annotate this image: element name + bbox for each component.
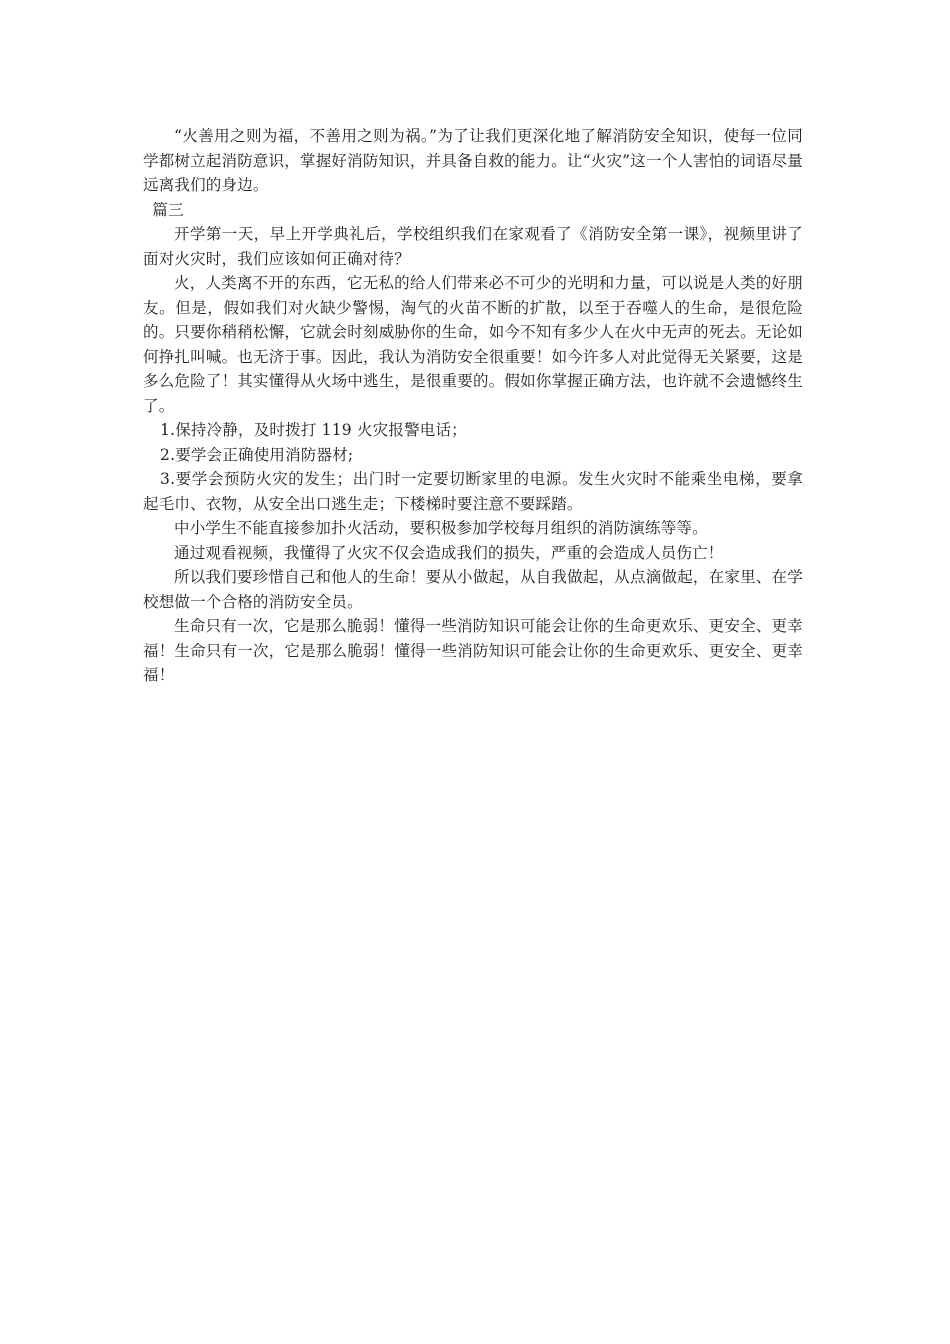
closing-paragraph: 生命只有一次，它是那么脆弱！懂得一些消防知识可能会让你的生命更欢乐、更安全、更幸福！生命只有一次，它是那么脆弱！懂得一些消防知识可能会让你的生命更欢乐、更安全、更幸福！: [143, 617, 803, 684]
video-paragraph: 通过观看视频，我懂得了火灾不仅会造成我们的损失，严重的会造成人员伤亡！: [174, 543, 724, 562]
opening-paragraph: 开学第一天，早上开学典礼后，学校组织我们在家观看了《消防安全第一课》，视频里讲了面对火灾时，我们应该如何正确对待？: [143, 225, 803, 268]
students-paragraph: 中小学生不能直接参加扑火活动，要积极参加学校每月组织的消防演练等等。: [174, 519, 708, 537]
section-heading: 篇三: [152, 200, 184, 219]
list-item-1: 1.保持冷静，及时拨打 119 火灾报警电话；: [160, 421, 467, 439]
list-item-2: 2.要学会正确使用消防器材;: [160, 445, 354, 464]
document-body: [143, 124, 803, 688]
list-item-3: 3.要学会预防火灾的发生；出门时一定要切断家里的电源。发生火灾时不能乘坐电梯，要拿起毛巾、衣物，从安全出口逃生走；下楼梯时要注意不要踩踏。: [143, 470, 803, 513]
fire-paragraph: 火，人类离不开的东西，它无私的给人们带来必不可少的光明和力量，可以说是人类的好朋友。但是，假如我们对火缺少警惕，淘气的火苗不断的扩散，以至于吞噬人的生命，是很危险的。只要你稍稍松懈，它就会时刻威胁你的生命，如今不知有多少人在火中无声的死去。无论如何挣扎叫喊。也无济于事。因此，我认为消防安全很重要！如今许多人对此觉得无关紧要，这是多么危险了！其实懂得从火场中逃生，是很重要的。假如你掌握正确方法，也许就不会遗憾终生了。: [143, 274, 803, 415]
intro-paragraph: “火善用之则为福，不善用之则为祸。”为了让我们更深化地了解消防安全知识，使每一位同学都树立起消防意识，掌握好消防知识，并具备自救的能力。让“火灾”这一个人害怕的词语尽量远离我们的身边。: [143, 127, 803, 194]
cherish-paragraph: 所以我们要珍惜自己和他人的生命！要从小做起，从自我做起，从点滴做起，在家里、在学校想做一个合格的消防安全员。: [143, 568, 803, 611]
